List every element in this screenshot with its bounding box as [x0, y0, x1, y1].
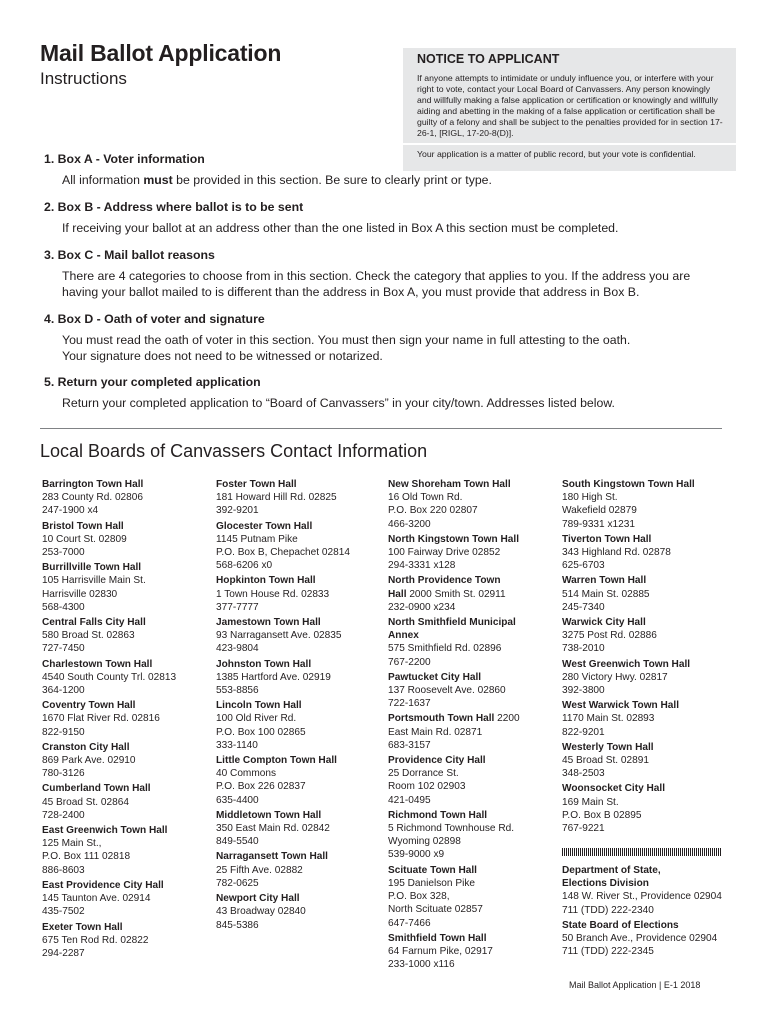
contact-entry	[388, 478, 558, 531]
contact-line: 364-1200	[42, 685, 85, 697]
contact-line: 1 Town House Rd. 02833	[216, 588, 330, 600]
state-board-name: State Board of Elections	[562, 919, 679, 931]
contact-line: 1145 Putnam Pike	[216, 533, 298, 545]
contact-entry	[562, 741, 732, 781]
contact-name: Foster Town Hall	[216, 479, 297, 490]
contact-entry	[388, 712, 558, 752]
contact-line: 421-0495	[388, 794, 431, 806]
contact-line: 93 Narragansett Ave. 02835	[216, 630, 342, 642]
contact-entry	[42, 741, 207, 781]
contact-line: 100 Fairway Drive 02852	[388, 547, 501, 559]
contact-line: North Scituate 02857	[388, 904, 483, 916]
contact-name: West Greenwich Town Hall	[562, 658, 691, 670]
contact-entry	[562, 574, 732, 614]
contact-name: Barrington Town Hall	[42, 479, 144, 490]
contact-line: 253-7000	[42, 547, 85, 559]
contact-name: Glocester Town Hall	[216, 520, 313, 532]
contact-name: Warwick City Hall	[562, 617, 646, 629]
contact-name-cont: Hall 2000 Smith St. 02911	[388, 588, 506, 600]
step-3-title: 3. Box C - Mail ballot reasons	[44, 248, 215, 262]
contact-name: New Shoreham Town Hall	[388, 479, 511, 490]
contact-entry	[388, 932, 558, 972]
contact-name: Cranston City Hall	[42, 741, 130, 753]
contact-name: North Smithfield Municipal	[388, 617, 516, 629]
step-5-body: Return your completed application to “Board of Canvassers” in your city/town. Addresses listed below.	[62, 396, 615, 410]
contact-line: 625-6703	[562, 560, 605, 572]
contact-line: 553-8856	[216, 685, 259, 697]
contact-line: P.O. Box 100 02865	[216, 726, 306, 738]
contact-line: 233-1000 x116	[388, 959, 455, 971]
contact-name: North Providence Town	[388, 575, 501, 587]
contact-line: 568-6206 x0	[216, 560, 273, 572]
step-1-title: 1. Box A - Voter information	[44, 152, 205, 166]
contact-line: 886-8603	[42, 864, 85, 876]
contact-name: Newport City Hall	[216, 893, 300, 905]
contact-name: North Kingstown Town Hall	[388, 533, 520, 545]
dept-state-address: 148 W. River St., Providence 02904	[562, 891, 722, 903]
step-5-title: 5. Return your completed application	[44, 375, 261, 389]
contact-line: 145 Taunton Ave. 02914	[42, 893, 151, 905]
state-contacts	[562, 864, 722, 958]
contact-line: 294-2287	[42, 947, 85, 959]
contact-name: East Providence City Hall	[42, 879, 164, 891]
contact-line: 294-3331 x128	[388, 560, 456, 572]
contact-line: 435-7502	[42, 906, 85, 918]
contact-line: 423-9804	[216, 643, 259, 655]
contact-line: 738-2010	[562, 643, 605, 655]
contact-line: 245-7340	[562, 601, 605, 613]
step-3-body-line1: There are 4 categories to choose from in this section. Check the category that applies to you. If the address you are	[62, 269, 691, 283]
contact-line: 40 Commons	[216, 768, 277, 780]
contact-line: 767-9221	[562, 823, 605, 835]
contact-entry	[42, 478, 207, 518]
contacts-column-3	[388, 478, 558, 973]
contact-line: 377-7777	[216, 601, 259, 613]
contact-line: 514 Main St. 02885	[562, 588, 650, 600]
contact-entry	[42, 616, 207, 656]
contact-name: Providence City Hall	[388, 755, 486, 767]
contact-line: 64 Farnum Pike, 02917	[388, 945, 493, 957]
contact-entry	[42, 879, 207, 919]
contact-line: 580 Broad St. 02863	[42, 630, 135, 642]
contact-line: 247-1900 x4	[42, 505, 99, 517]
contact-line: 767-2200	[388, 656, 431, 668]
contact-line: 869 Park Ave. 02910	[42, 755, 136, 767]
contact-name: Pawtucket City Hall	[388, 671, 482, 683]
notice-divider	[403, 143, 736, 145]
contact-line: P.O. Box 111 02818	[42, 851, 131, 863]
contacts-column-2	[216, 478, 381, 934]
contact-line: P.O. Box B, Chepachet 02814	[216, 547, 350, 559]
contact-name: Cumberland Town Hall	[42, 783, 151, 795]
contact-name: Woonsocket City Hall	[562, 783, 666, 795]
contact-line: P.O. Box 220 02807	[388, 505, 478, 517]
dept-state-phone: 711 (TDD) 222-2340	[562, 904, 654, 916]
contact-name: Smithfield Town Hall	[388, 932, 487, 944]
step-4-body-line2: Your signature does not need to be witnessed or notarized.	[62, 349, 383, 363]
contact-entry	[216, 520, 381, 573]
contact-entry	[216, 574, 381, 614]
contact-entry	[388, 616, 558, 669]
dept-state-division: Elections Division	[562, 878, 649, 890]
contact-entry	[42, 824, 207, 877]
contact-entry	[42, 699, 207, 739]
contact-entry	[216, 478, 381, 518]
notice-text: If anyone attempts to intimidate or unduly influence you, or interfere with your right to vote, contact your Local Board of Canvassers. Any person knowingly and willfully making a false application or certification or knowingly and willfully aiding and abetting in the making of a false application or certification shall be guilty of a felony and shall be subject to the penalties provided for in section 17-26-1, [RIGL, 17-20-8(D)].	[417, 73, 723, 138]
page-footer: Mail Ballot Application | E-1 2018	[569, 980, 701, 990]
contact-line: 181 Howard Hill Rd. 02825	[216, 492, 337, 504]
contact-name: Warren Town Hall	[562, 575, 647, 587]
contact-name: Narragansett Town Hall	[216, 851, 328, 863]
contact-line: 575 Smithfield Rd. 02896	[388, 643, 502, 655]
contact-line: 343 Highland Rd. 02878	[562, 547, 671, 559]
contact-entry	[388, 754, 558, 807]
contact-line: 789-9331 x1231	[562, 518, 635, 530]
contact-line: 43 Broadway 02840	[216, 906, 306, 918]
contact-entry	[562, 478, 732, 531]
contact-name: Charlestown Town Hall	[42, 658, 153, 670]
step-2-body: If receiving your ballot at an address other than the one listed in Box A this section must be completed.	[62, 221, 619, 235]
contact-line: 782-0625	[216, 877, 259, 889]
contact-name: Exeter Town Hall	[42, 921, 123, 933]
dept-state-name: Department of State,	[562, 865, 661, 876]
contacts-column-1	[42, 478, 207, 962]
contact-entry	[388, 533, 558, 573]
contact-line: 722-1637	[388, 698, 431, 710]
contact-line: 348-2503	[562, 768, 605, 780]
contact-entry	[42, 658, 207, 698]
state-board-address: 50 Branch Ave., Providence 02904	[562, 933, 718, 945]
contact-line: 466-3200	[388, 518, 431, 530]
step-2-title: 2. Box B - Address where ballot is to be sent	[44, 200, 304, 214]
contact-entry	[216, 809, 381, 849]
contact-line: 392-9201	[216, 505, 259, 517]
contact-name: Portsmouth Town Hall 2200	[388, 713, 520, 725]
notice-title: NOTICE TO APPLICANT	[417, 52, 560, 66]
contact-line: 568-4300	[42, 601, 85, 613]
contact-name: Johnston Town Hall	[216, 658, 312, 670]
contact-name: Jamestown Town Hall	[216, 617, 321, 629]
contact-line: 232-0900 x234	[388, 601, 456, 613]
contact-entry	[216, 754, 381, 807]
contact-line: P.O. Box 226 02837	[216, 781, 306, 793]
contact-name: Richmond Town Hall	[388, 809, 488, 821]
contact-entry	[216, 616, 381, 656]
contact-line: 4540 South County Trl. 02813	[42, 671, 177, 683]
contact-line: 845-5386	[216, 919, 259, 931]
contact-line: 849-5540	[216, 836, 259, 848]
contact-line: 333-1140	[216, 739, 258, 751]
contact-entry	[216, 699, 381, 752]
hatched-divider	[562, 848, 722, 856]
contact-entry	[388, 574, 558, 614]
step-1-body: All information must be provided in this section. Be sure to clearly print or type.	[62, 173, 492, 187]
contact-line: 683-3157	[388, 739, 431, 751]
contact-line: 1385 Hartford Ave. 02919	[216, 671, 331, 683]
contact-line: P.O. Box 328,	[388, 891, 450, 903]
contact-name-cont: Annex	[388, 630, 419, 642]
contact-name: East Greenwich Town Hall	[42, 825, 168, 837]
contact-line: Harrisville 02830	[42, 588, 118, 600]
contact-line: 728-2400	[42, 809, 85, 821]
contact-name: Westerly Town Hall	[562, 741, 654, 753]
contact-name: Scituate Town Hall	[388, 864, 477, 876]
contact-entry	[42, 561, 207, 614]
contact-line: 1670 Flat River Rd. 02816	[42, 713, 160, 725]
contact-line: 25 Fifth Ave. 02882	[216, 864, 303, 876]
contact-entry	[216, 850, 381, 890]
state-board-phone: 711 (TDD) 222-2345	[562, 946, 654, 958]
contact-entry	[562, 658, 732, 698]
step-4-title: 4. Box D - Oath of voter and signature	[44, 312, 265, 326]
contact-line: Wyoming 02898	[388, 836, 461, 848]
contact-line: 45 Broad St. 02891	[562, 755, 649, 767]
contact-line: 780-3126	[42, 768, 85, 780]
notice-box	[403, 48, 736, 171]
contact-line: 45 Broad St. 02864	[42, 796, 129, 808]
contact-entry	[388, 809, 558, 862]
contact-line: 675 Ten Rod Rd. 02822	[42, 934, 149, 946]
contact-line: 125 Main St.,	[42, 838, 102, 850]
contact-line: 822-9150	[42, 726, 85, 738]
contact-line: 25 Dorrance St.	[388, 768, 459, 780]
page-subtitle: Instructions	[40, 69, 127, 88]
contact-entry	[562, 782, 732, 835]
contact-name: Bristol Town Hall	[42, 520, 124, 532]
contact-line: 169 Main St.	[562, 796, 619, 808]
contact-name: Burrillville Town Hall	[42, 562, 142, 574]
contact-line: 3275 Post Rd. 02886	[562, 630, 657, 642]
contact-name: Little Compton Town Hall	[216, 755, 337, 767]
contact-entry	[562, 616, 732, 656]
contact-line: 195 Danielson Pike	[388, 877, 475, 889]
contact-name: South Kingstown Town Hall	[562, 479, 695, 490]
notice-note: Your application is a matter of public record, but your vote is confidential.	[417, 149, 696, 159]
contact-line: 1170 Main St. 02893	[562, 713, 655, 725]
contact-line: 105 Harrisville Main St.	[42, 575, 146, 587]
contact-line: P.O. Box B 02895	[562, 809, 642, 821]
contact-entry	[216, 892, 381, 932]
contact-entry	[388, 671, 558, 711]
contacts-column-4	[562, 478, 732, 837]
contact-line: Room 102 02903	[388, 781, 466, 793]
step-4-body-line1: You must read the oath of voter in this section. You must then sign your name in full attesting to the oath.	[62, 333, 631, 347]
contact-line: 280 Victory Hwy. 02817	[562, 671, 668, 683]
step-3-body-line2: having your ballot mailed to is different than the address in Box A, you must provide that address in Box B.	[62, 285, 640, 299]
contact-name: West Warwick Town Hall	[562, 700, 680, 712]
contact-line: 16 Old Town Rd.	[388, 492, 463, 504]
contact-line: 392-3800	[562, 685, 605, 697]
contact-name: Lincoln Town Hall	[216, 700, 302, 712]
section-divider	[40, 428, 722, 429]
contacts-section-title: Local Boards of Canvassers Contact Information	[40, 441, 428, 461]
contact-line: Wakefield 02879	[562, 505, 637, 517]
contact-line: East Main Rd. 02871	[388, 726, 483, 738]
contact-name: Central Falls City Hall	[42, 617, 146, 629]
contact-name: Tiverton Town Hall	[562, 533, 652, 545]
contact-entry	[216, 658, 381, 698]
contact-entry	[562, 533, 732, 573]
contact-entry	[42, 520, 207, 560]
contact-entry	[42, 782, 207, 822]
contact-line: 5 Richmond Townhouse Rd.	[388, 823, 515, 835]
contact-name: Middletown Town Hall	[216, 809, 322, 821]
contact-line: 635-4400	[216, 794, 259, 806]
contact-line: 283 County Rd. 02806	[42, 492, 144, 504]
contact-name: Hopkinton Town Hall	[216, 575, 316, 587]
contact-line: 822-9201	[562, 726, 605, 738]
contact-entry	[562, 699, 732, 739]
contact-line: 539-9000 x9	[388, 849, 445, 861]
contact-line: 727-7450	[42, 643, 85, 655]
contact-line: 647-7466	[388, 917, 431, 929]
contact-entry	[42, 921, 207, 961]
contact-line: 137 Roosevelt Ave. 02860	[388, 685, 506, 697]
contact-line: 350 East Main Rd. 02842	[216, 823, 330, 835]
contact-name: Coventry Town Hall	[42, 700, 136, 712]
contact-entry	[388, 864, 558, 930]
contact-line: 10 Court St. 02809	[42, 533, 127, 545]
page-title: Mail Ballot Application	[40, 40, 282, 66]
contact-line: 180 High St.	[562, 492, 618, 504]
contact-line: 100 Old River Rd.	[216, 713, 297, 725]
